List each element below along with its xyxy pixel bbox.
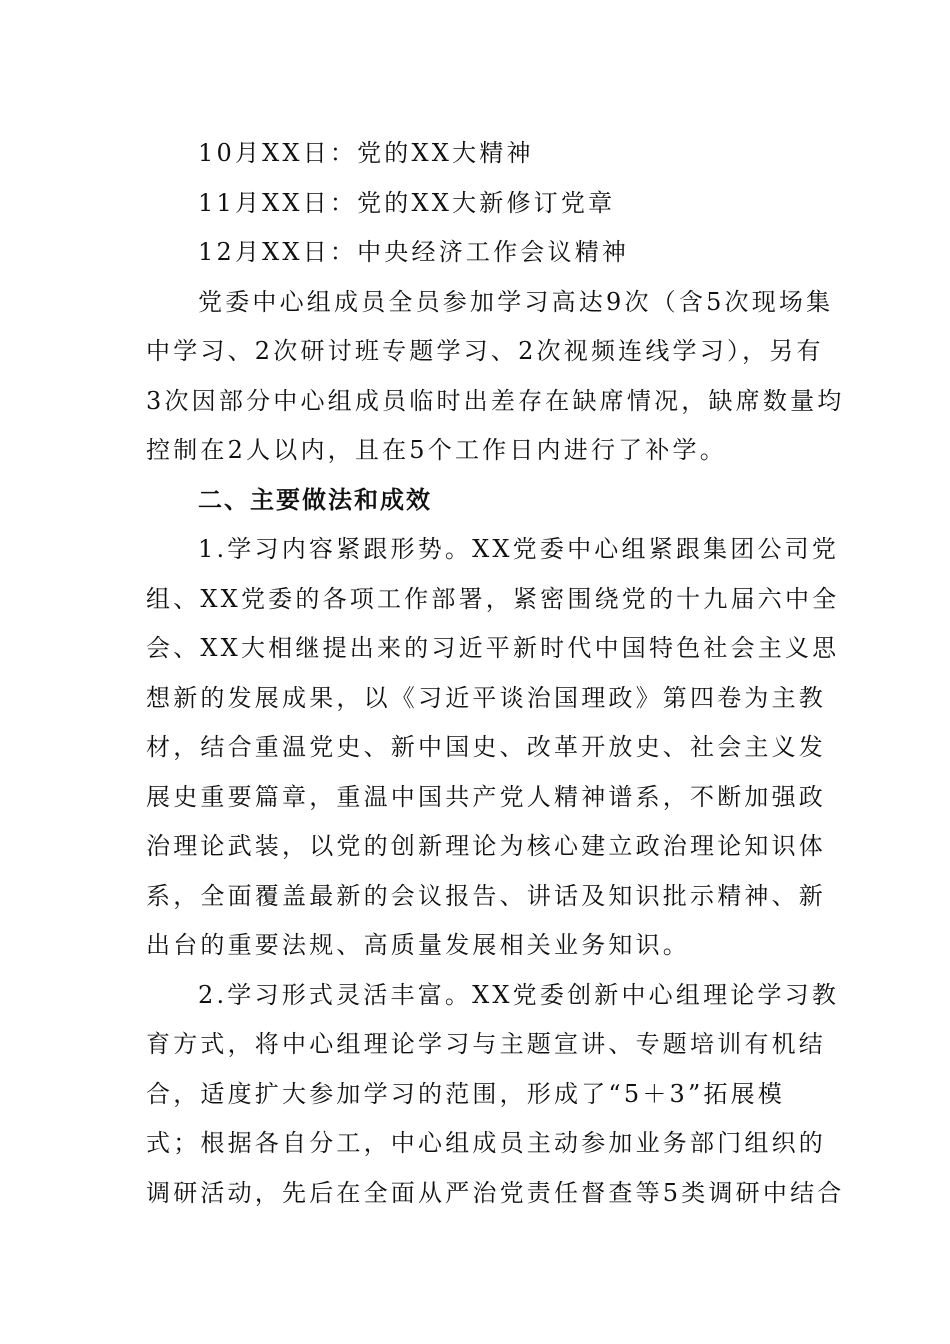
paragraph-line: 治理论武装，以党的创新理论为核心建立政治理论知识体 — [146, 832, 826, 860]
paragraph-line: 组、XX党委的各项工作部署，紧密围绕党的十九届六中全 — [146, 584, 840, 613]
paragraph-line: 3次因部分中心组成员临时出差存在缺席情况，缺席数量均 — [146, 386, 845, 415]
paragraph-line: 党委中心组成员全员参加学习高达9次（含5次现场集 — [198, 287, 834, 316]
paragraph-line: 1.学习内容紧跟形势。XX党委中心组紧跟集团公司党 — [198, 535, 840, 563]
schedule-line-december: 12月XX日：中央经济工作会议精神 — [198, 238, 630, 266]
paragraph-line: 育方式，将中心组理论学习与主题宣讲、专题培训有机结 — [146, 1030, 826, 1058]
attendance-paragraph — [146, 278, 845, 476]
paragraph-line: 材，结合重温党史、新中国史、改革开放史、社会主义发 — [146, 733, 826, 761]
paragraph-line: 合，适度扩大参加学习的范围，形成了“5＋3”拓展模 — [146, 1079, 786, 1108]
paragraph-line: 式；根据各自分工，中心组成员主动参加业务部门组织的 — [146, 1129, 826, 1157]
paragraph-line: 想新的发展成果，以《习近平谈治国理政》第四卷为主教 — [146, 683, 826, 712]
item2-paragraph — [146, 971, 845, 1219]
paragraph-line: 中学习、2次研讨班专题学习、2次视频连线学习），另有 — [146, 337, 824, 365]
document-body — [146, 129, 845, 1218]
paragraph-line: 会、XX大相继提出来的习近平新时代中国特色社会主义思 — [146, 634, 840, 662]
paragraph-line: 控制在2人以内，且在5个工作日内进行了补学。 — [146, 436, 727, 464]
paragraph-line: 系，全面覆盖最新的会议报告、讲话及知识批示精神、新 — [146, 881, 826, 910]
paragraph-line: 展史重要篇章，重温中国共产党人精神谱系，不断加强政 — [146, 782, 826, 811]
schedule-line-october: 10月XX日：党的XX大精神 — [198, 139, 534, 167]
paragraph-line: 2.学习形式灵活丰富。XX党委创新中心组理论学习教 — [198, 980, 840, 1009]
item1-paragraph — [146, 525, 840, 971]
paragraph-line: 调研活动，先后在全面从严治党责任督查等5类调研中结合 — [146, 1178, 845, 1207]
section-heading: 二、主要做法和成效 — [198, 485, 432, 514]
paragraph-line: 出台的重要法规、高质量发展相关业务知识。 — [146, 931, 690, 959]
schedule-line-november: 11月XX日：党的XX大新修订党章 — [198, 188, 616, 217]
